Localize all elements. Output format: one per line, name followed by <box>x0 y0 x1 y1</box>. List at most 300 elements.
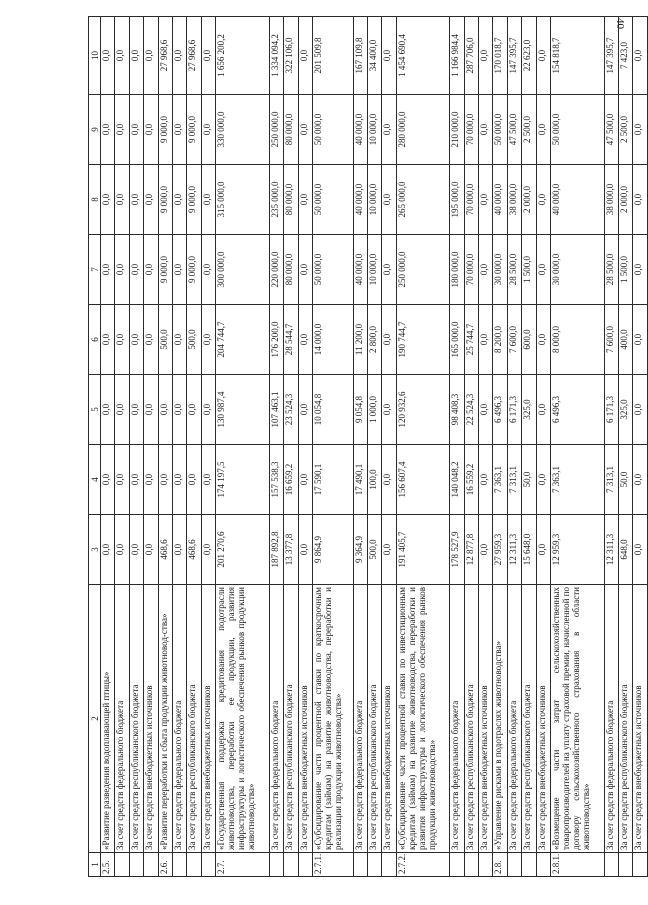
value-cell: 0,0 <box>172 165 186 235</box>
value-cell: 167 109,8 <box>353 17 367 95</box>
value-cell: 9 000,0 <box>187 95 201 165</box>
funding-source-row <box>507 17 521 877</box>
row-title: За счет средств федерального бюджета <box>353 585 367 853</box>
value-cell: 7 600,0 <box>604 305 618 375</box>
row-title: За счет средств федерального бюджета <box>604 585 618 853</box>
value-cell: 0,0 <box>298 375 312 445</box>
row-title: «Управление рисками в подотраслях животноводства» <box>493 585 507 853</box>
value-cell: 0,0 <box>187 445 201 515</box>
value-cell: 468,6 <box>158 515 172 585</box>
value-cell: 0,0 <box>101 165 115 235</box>
value-cell: 147 395,7 <box>507 17 521 95</box>
value-cell: 9 864,9 <box>312 515 353 585</box>
value-cell: 0,0 <box>536 235 550 305</box>
row-code <box>187 853 201 877</box>
value-cell: 80 000,0 <box>284 95 298 165</box>
value-cell: 325,0 <box>619 375 633 445</box>
value-cell: 0,0 <box>144 305 158 375</box>
funding-source-row <box>619 17 633 877</box>
funding-source-row <box>115 17 129 877</box>
value-cell: 156 607,4 <box>396 445 450 515</box>
value-cell: 170 018,7 <box>493 17 507 95</box>
value-cell: 23 524,3 <box>284 375 298 445</box>
value-cell: 0,0 <box>144 235 158 305</box>
row-code <box>464 853 478 877</box>
value-cell: 0,0 <box>101 515 115 585</box>
row-code <box>382 853 396 877</box>
program-row <box>216 17 270 877</box>
value-cell: 0,0 <box>633 305 648 375</box>
value-cell: 0,0 <box>144 515 158 585</box>
funding-source-row <box>353 17 367 877</box>
program-row <box>551 17 605 877</box>
value-cell: 27 968,6 <box>158 17 172 95</box>
value-cell: 80 000,0 <box>284 235 298 305</box>
value-cell: 0,0 <box>115 95 129 165</box>
value-cell: 0,0 <box>382 445 396 515</box>
value-cell: 0,0 <box>101 235 115 305</box>
value-cell: 0,0 <box>298 445 312 515</box>
value-cell: 0,0 <box>115 445 129 515</box>
value-cell: 0,0 <box>633 515 648 585</box>
value-cell: 17 590,1 <box>312 445 353 515</box>
value-cell: 2 500,0 <box>522 95 536 165</box>
value-cell: 154 818,7 <box>551 17 605 95</box>
row-title: За счет средств республиканского бюджета <box>129 585 143 853</box>
budget-table <box>88 16 648 877</box>
row-code <box>353 853 367 877</box>
funding-source-row <box>450 17 464 877</box>
value-cell: 0,0 <box>382 515 396 585</box>
value-cell: 0,0 <box>298 515 312 585</box>
value-cell: 27 959,3 <box>493 515 507 585</box>
value-cell: 0,0 <box>382 95 396 165</box>
funding-source-row <box>633 17 648 877</box>
value-cell: 176 200,0 <box>269 305 283 375</box>
value-cell: 0,0 <box>115 235 129 305</box>
value-cell: 1 454 690,4 <box>396 17 450 95</box>
value-cell: 0,0 <box>479 95 493 165</box>
value-cell: 1 500,0 <box>522 235 536 305</box>
value-cell: 0,0 <box>382 17 396 95</box>
column-header: 2 <box>89 585 101 853</box>
value-cell: 50 000,0 <box>551 95 605 165</box>
value-cell: 6 496,3 <box>493 375 507 445</box>
row-code <box>507 853 521 877</box>
value-cell: 2 500,0 <box>619 95 633 165</box>
row-code <box>479 853 493 877</box>
row-code <box>522 853 536 877</box>
row-title: За счет средств республиканского бюджета <box>367 585 381 853</box>
value-cell: 15 648,0 <box>522 515 536 585</box>
value-cell: 0,0 <box>201 165 215 235</box>
row-code <box>536 853 550 877</box>
row-title: За счет средств республиканского бюджета <box>187 585 201 853</box>
value-cell: 0,0 <box>172 95 186 165</box>
value-cell: 325,0 <box>522 375 536 445</box>
value-cell: 0,0 <box>129 165 143 235</box>
value-cell: 140 048,2 <box>450 445 464 515</box>
row-code: 2.7.2. <box>396 853 450 877</box>
value-cell: 0,0 <box>144 165 158 235</box>
value-cell: 50 000,0 <box>312 235 353 305</box>
value-cell: 38 000,0 <box>507 165 521 235</box>
value-cell: 0,0 <box>298 235 312 305</box>
row-code <box>201 853 215 877</box>
row-title: «Субсидирование части процентной ставки по краткосрочным кредитам (займам) на развитие животноводства, переработки и реализации продукции животноводства» <box>312 585 353 853</box>
value-cell: 40 000,0 <box>493 165 507 235</box>
value-cell: 130 987,4 <box>216 375 270 445</box>
value-cell: 648,0 <box>619 515 633 585</box>
value-cell: 500,0 <box>187 305 201 375</box>
value-cell: 12 311,3 <box>604 515 618 585</box>
funding-source-row <box>269 17 283 877</box>
value-cell: 8 200,0 <box>493 305 507 375</box>
value-cell: 0,0 <box>172 235 186 305</box>
value-cell: 0,0 <box>201 235 215 305</box>
row-code <box>144 853 158 877</box>
value-cell: 180 000,0 <box>450 235 464 305</box>
value-cell: 0,0 <box>536 445 550 515</box>
value-cell: 22 524,3 <box>464 375 478 445</box>
value-cell: 0,0 <box>129 95 143 165</box>
value-cell: 265 000,0 <box>396 165 450 235</box>
value-cell: 40 000,0 <box>353 165 367 235</box>
value-cell: 300 000,0 <box>216 235 270 305</box>
value-cell: 9 364,9 <box>353 515 367 585</box>
value-cell: 500,0 <box>367 515 381 585</box>
value-cell: 7 313,1 <box>604 445 618 515</box>
value-cell: 0,0 <box>298 165 312 235</box>
value-cell: 6 171,3 <box>507 375 521 445</box>
value-cell: 330 000,0 <box>216 95 270 165</box>
value-cell: 40 000,0 <box>353 95 367 165</box>
value-cell: 7 423,0 <box>619 17 633 95</box>
value-cell: 191 405,7 <box>396 515 450 585</box>
page-number: 40 <box>614 18 626 29</box>
column-header: 8 <box>89 165 101 235</box>
value-cell: 0,0 <box>536 17 550 95</box>
value-cell: 0,0 <box>115 165 129 235</box>
value-cell: 70 000,0 <box>464 235 478 305</box>
value-cell: 50 000,0 <box>493 95 507 165</box>
funding-source-row <box>464 17 478 877</box>
value-cell: 13 377,8 <box>284 515 298 585</box>
table-body <box>101 17 648 877</box>
column-header: 4 <box>89 445 101 515</box>
value-cell: 28 500,0 <box>604 235 618 305</box>
value-cell: 27 968,6 <box>187 17 201 95</box>
value-cell: 0,0 <box>101 375 115 445</box>
program-row <box>312 17 353 877</box>
row-code <box>450 853 464 877</box>
value-cell: 107 463,1 <box>269 375 283 445</box>
table-header <box>89 17 101 877</box>
row-code <box>129 853 143 877</box>
row-title: За счет средств федерального бюджета <box>450 585 464 853</box>
value-cell: 22 623,0 <box>522 17 536 95</box>
value-cell: 9 000,0 <box>158 235 172 305</box>
value-cell: 250 000,0 <box>396 235 450 305</box>
value-cell: 157 538,3 <box>269 445 283 515</box>
row-code <box>298 853 312 877</box>
value-cell: 34 400,0 <box>367 17 381 95</box>
value-cell: 10 000,0 <box>367 165 381 235</box>
value-cell: 28 544,7 <box>284 305 298 375</box>
row-code <box>269 853 283 877</box>
value-cell: 50,0 <box>619 445 633 515</box>
header-row <box>89 17 101 877</box>
value-cell: 0,0 <box>536 305 550 375</box>
value-cell: 0,0 <box>633 445 648 515</box>
value-cell: 0,0 <box>172 305 186 375</box>
value-cell: 25 744,7 <box>464 305 478 375</box>
value-cell: 0,0 <box>201 305 215 375</box>
row-title: За счет средств внебюджетных источников <box>382 585 396 853</box>
value-cell: 0,0 <box>172 17 186 95</box>
value-cell: 6 496,3 <box>551 375 605 445</box>
value-cell: 0,0 <box>144 95 158 165</box>
value-cell: 0,0 <box>144 445 158 515</box>
row-code <box>633 853 648 877</box>
funding-source-row <box>129 17 143 877</box>
funding-source-row <box>604 17 618 877</box>
funding-source-row <box>172 17 186 877</box>
value-cell: 0,0 <box>187 375 201 445</box>
column-header: 3 <box>89 515 101 585</box>
value-cell: 0,0 <box>298 305 312 375</box>
row-code <box>115 853 129 877</box>
value-cell: 0,0 <box>633 235 648 305</box>
value-cell: 40 000,0 <box>551 165 605 235</box>
value-cell: 0,0 <box>536 515 550 585</box>
value-cell: 0,0 <box>201 445 215 515</box>
value-cell: 10 054,8 <box>312 375 353 445</box>
value-cell: 0,0 <box>172 375 186 445</box>
row-code <box>172 853 186 877</box>
value-cell: 0,0 <box>144 17 158 95</box>
value-cell: 0,0 <box>479 165 493 235</box>
value-cell: 0,0 <box>129 445 143 515</box>
row-code: 2.8.1. <box>551 853 605 877</box>
value-cell: 0,0 <box>633 375 648 445</box>
value-cell: 9 000,0 <box>187 235 201 305</box>
value-cell: 195 000,0 <box>450 165 464 235</box>
value-cell: 0,0 <box>158 445 172 515</box>
value-cell: 1 000,0 <box>367 375 381 445</box>
row-code: 2.5. <box>101 853 115 877</box>
funding-source-row <box>536 17 550 877</box>
value-cell: 0,0 <box>479 17 493 95</box>
value-cell: 0,0 <box>298 17 312 95</box>
rotated-table-container <box>88 17 648 877</box>
value-cell: 0,0 <box>115 515 129 585</box>
value-cell: 1 500,0 <box>619 235 633 305</box>
value-cell: 9 054,8 <box>353 375 367 445</box>
value-cell: 1 166 984,4 <box>450 17 464 95</box>
value-cell: 12 311,3 <box>507 515 521 585</box>
value-cell: 50,0 <box>522 445 536 515</box>
value-cell: 47 500,0 <box>604 95 618 165</box>
row-title: За счет средств республиканского бюджета <box>284 585 298 853</box>
column-header: 10 <box>89 17 101 95</box>
value-cell: 6 171,3 <box>604 375 618 445</box>
row-code <box>284 853 298 877</box>
value-cell: 235 000,0 <box>269 165 283 235</box>
value-cell: 28 500,0 <box>507 235 521 305</box>
row-title: «Возмещение части затрат сельскохозяйственных товаропроизводителей на уплату страховой премии, начисленной по договору сельскохозяйственного страхования в области животноводства» <box>551 585 605 853</box>
value-cell: 0,0 <box>115 305 129 375</box>
funding-source-row <box>382 17 396 877</box>
value-cell: 9 000,0 <box>158 165 172 235</box>
value-cell: 47 500,0 <box>507 95 521 165</box>
value-cell: 9 000,0 <box>187 165 201 235</box>
value-cell: 500,0 <box>158 305 172 375</box>
value-cell: 0,0 <box>382 165 396 235</box>
value-cell: 7 363,1 <box>493 445 507 515</box>
value-cell: 10 000,0 <box>367 95 381 165</box>
value-cell: 70 000,0 <box>464 165 478 235</box>
value-cell: 16 659,2 <box>284 445 298 515</box>
funding-source-row <box>522 17 536 877</box>
value-cell: 220 000,0 <box>269 235 283 305</box>
value-cell: 16 559,2 <box>464 445 478 515</box>
value-cell: 0,0 <box>536 165 550 235</box>
value-cell: 0,0 <box>633 165 648 235</box>
value-cell: 204 744,7 <box>216 305 270 375</box>
value-cell: 0,0 <box>479 445 493 515</box>
value-cell: 0,0 <box>101 17 115 95</box>
value-cell: 280 000,0 <box>396 95 450 165</box>
row-title: За счет средств республиканского бюджета <box>464 585 478 853</box>
value-cell: 0,0 <box>101 445 115 515</box>
row-title: «Государственная поддержка кредитования подотрасли животноводства, переработки ее продукции, развития инфраструктуры и логистического обеспечения рынков продукции животноводства» <box>216 585 270 853</box>
value-cell: 0,0 <box>129 515 143 585</box>
funding-source-row <box>298 17 312 877</box>
value-cell: 1 334 094,2 <box>269 17 283 95</box>
value-cell: 38 000,0 <box>604 165 618 235</box>
value-cell: 70 000,0 <box>464 95 478 165</box>
value-cell: 0,0 <box>479 305 493 375</box>
value-cell: 400,0 <box>619 305 633 375</box>
value-cell: 2 000,0 <box>522 165 536 235</box>
value-cell: 80 000,0 <box>284 165 298 235</box>
row-title: «Развитие переработки и сбыта продукции животновод-ства» <box>158 585 172 853</box>
row-code: 2.7. <box>216 853 270 877</box>
value-cell: 120 932,6 <box>396 375 450 445</box>
value-cell: 98 408,3 <box>450 375 464 445</box>
row-title: За счет средств внебюджетных источников <box>633 585 648 853</box>
value-cell: 210 000,0 <box>450 95 464 165</box>
value-cell: 11 200,0 <box>353 305 367 375</box>
value-cell: 0,0 <box>115 375 129 445</box>
column-header: 6 <box>89 305 101 375</box>
funding-source-row <box>187 17 201 877</box>
row-title: За счет средств федерального бюджета <box>115 585 129 853</box>
value-cell: 600,0 <box>522 305 536 375</box>
column-header: 5 <box>89 375 101 445</box>
value-cell: 0,0 <box>201 515 215 585</box>
row-title: За счет средств республиканского бюджета <box>522 585 536 853</box>
value-cell: 8 000,0 <box>551 305 605 375</box>
row-code: 2.6. <box>158 853 172 877</box>
funding-source-row <box>201 17 215 877</box>
value-cell: 0,0 <box>201 17 215 95</box>
value-cell: 315 000,0 <box>216 165 270 235</box>
value-cell: 0,0 <box>172 445 186 515</box>
value-cell: 0,0 <box>536 375 550 445</box>
value-cell: 30 000,0 <box>551 235 605 305</box>
row-code <box>604 853 618 877</box>
row-title: За счет средств внебюджетных источников <box>536 585 550 853</box>
row-title: За счет средств внебюджетных источников <box>144 585 158 853</box>
value-cell: 0,0 <box>382 235 396 305</box>
value-cell: 40 000,0 <box>353 235 367 305</box>
value-cell: 0,0 <box>479 515 493 585</box>
value-cell: 7 363,1 <box>551 445 605 515</box>
program-row <box>396 17 450 877</box>
value-cell: 0,0 <box>536 95 550 165</box>
column-header: 7 <box>89 235 101 305</box>
funding-source-row <box>144 17 158 877</box>
value-cell: 0,0 <box>201 95 215 165</box>
value-cell: 9 000,0 <box>158 95 172 165</box>
row-title: За счет средств республиканского бюджета <box>619 585 633 853</box>
value-cell: 0,0 <box>101 305 115 375</box>
value-cell: 10 000,0 <box>367 235 381 305</box>
value-cell: 0,0 <box>129 235 143 305</box>
value-cell: 2 000,0 <box>619 165 633 235</box>
value-cell: 7 600,0 <box>507 305 521 375</box>
program-row <box>158 17 172 877</box>
row-title: За счет средств внебюджетных источников <box>201 585 215 853</box>
value-cell: 322 106,0 <box>284 17 298 95</box>
row-title: За счет средств внебюджетных источников <box>298 585 312 853</box>
value-cell: 14 000,0 <box>312 305 353 375</box>
value-cell: 0,0 <box>633 17 648 95</box>
value-cell: 7 313,1 <box>507 445 521 515</box>
funding-source-row <box>284 17 298 877</box>
value-cell: 190 744,7 <box>396 305 450 375</box>
value-cell: 0,0 <box>129 17 143 95</box>
value-cell: 0,0 <box>479 235 493 305</box>
row-title: За счет средств федерального бюджета <box>507 585 521 853</box>
program-row <box>101 17 115 877</box>
value-cell: 50 000,0 <box>312 165 353 235</box>
column-header: 9 <box>89 95 101 165</box>
value-cell: 0,0 <box>115 17 129 95</box>
value-cell: 0,0 <box>144 375 158 445</box>
value-cell: 2 800,0 <box>367 305 381 375</box>
value-cell: 100,0 <box>367 445 381 515</box>
column-header: 1 <box>89 853 101 877</box>
funding-source-row <box>479 17 493 877</box>
row-code <box>367 853 381 877</box>
value-cell: 0,0 <box>129 305 143 375</box>
value-cell: 0,0 <box>633 95 648 165</box>
value-cell: 468,6 <box>187 515 201 585</box>
value-cell: 30 000,0 <box>493 235 507 305</box>
value-cell: 12 959,3 <box>551 515 605 585</box>
row-code <box>619 853 633 877</box>
value-cell: 165 000,0 <box>450 305 464 375</box>
value-cell: 0,0 <box>172 515 186 585</box>
value-cell: 187 892,8 <box>269 515 283 585</box>
program-row <box>493 17 507 877</box>
value-cell: 1 656 200,2 <box>216 17 270 95</box>
row-title: За счет средств федерального бюджета <box>269 585 283 853</box>
row-title: За счет средств федерального бюджета <box>172 585 186 853</box>
